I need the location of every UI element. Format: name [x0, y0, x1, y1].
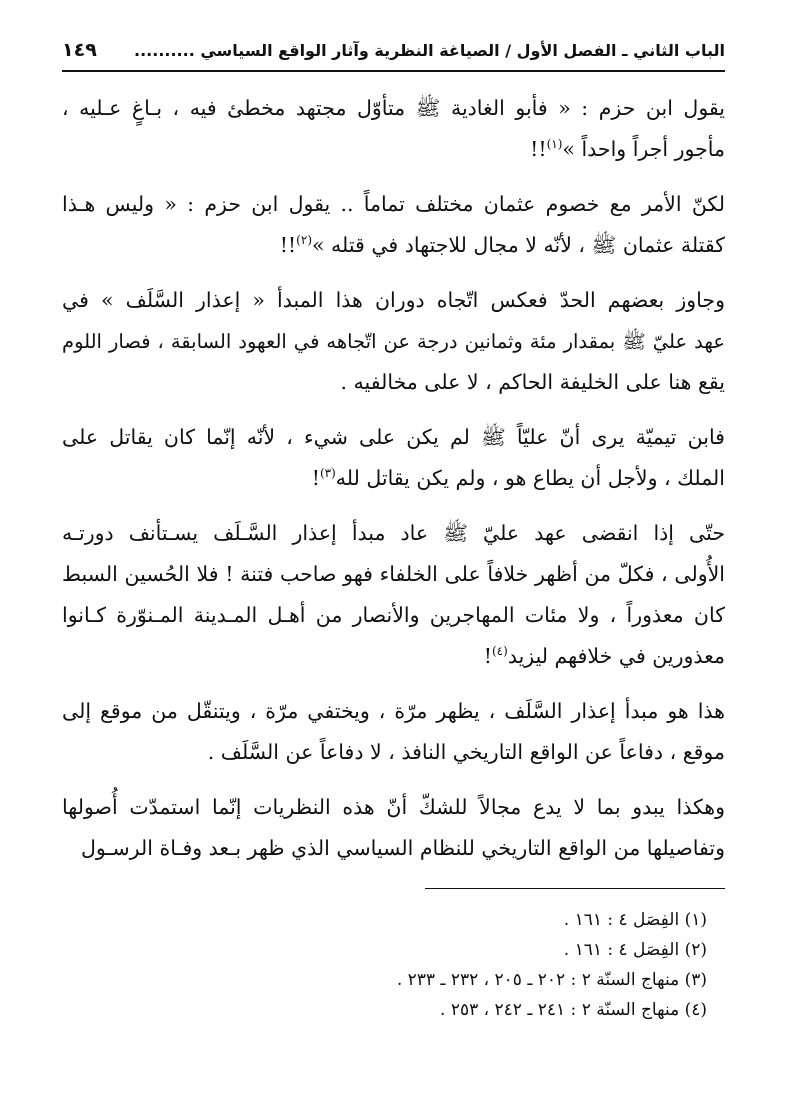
paragraph [62, 88, 725, 170]
line-text: حتّى إذا انقضى عهد عليّ ﷺ عاد مبدأ إعذار السَّـلَف يسـتأنف دورتـه [62, 521, 725, 545]
header-title [134, 41, 725, 60]
text-line [62, 636, 725, 677]
footnote-ref[interactable]: (٢) [296, 233, 312, 248]
text-line [62, 691, 725, 732]
footnotes [62, 905, 707, 1025]
text-line [62, 554, 725, 595]
line-text: مأجور أجراً واحداً » [562, 137, 725, 161]
paragraph [62, 513, 725, 677]
footnote-item: (٣) منهاج السنّة ٢ : ٢٠٢ ـ ٢٠٥ ، ٢٣٢ ـ ٢٣٣ . [396, 970, 707, 990]
footnote-item: (٤) منهاج السنّة ٢ : ٢٤١ ـ ٢٤٢ ، ٢٥٣ . [440, 1000, 707, 1020]
line-text: فابن تيميّة يرى أنّ عليّاً ﷺ لم يكن على شيء ، لأنّه إنّما كان يقاتل على [62, 425, 725, 449]
chapter-title: الباب الثاني ـ الفصل الأول / الصياغة النظرية وآثار الواقع السياسي [200, 40, 725, 60]
footnote-ref[interactable]: (٣) [319, 466, 336, 481]
running-header [62, 30, 725, 72]
line-text: وجاوز بعضهم الحدّ فعكس اتّجاه دوران هذا المبدأ « إعذار السَّلَف » في [62, 288, 725, 312]
leader-dots: .......... [134, 40, 195, 60]
footnote-item: (٢) الفِصَل ٤ : ١٦١ . [563, 940, 707, 960]
text-line [62, 321, 725, 362]
line-text: وهكذا يبدو بما لا يدع مجالاً للشكّ أنّ هذه النظريات إنّما استمدّت أُصولها [62, 795, 725, 819]
text-line [62, 225, 725, 266]
line-text: يقول ابن حزم : « فأبو الغادية ﷺ متأوّل مجتهد مخطئ فيه ، بـاغٍ عـليه ، [62, 96, 725, 120]
paragraph [62, 417, 725, 499]
line-text: كان معذوراً ، ولا مئات المهاجرين والأنصار من أهـل المـدينة المـنوّرة كـانوا [62, 603, 725, 627]
footnote-separator [425, 888, 725, 889]
line-text: عهد عليّ ﷺ بمقدار مئة وثمانين درجة عن اتّجاهه في العهود السابقة ، فصار اللوم [62, 330, 725, 353]
paragraph [62, 280, 725, 403]
line-text: معذورين في خلافهم ليزيد [507, 644, 725, 668]
text-line [62, 595, 725, 636]
line-text: لكنّ الأمر مع خصوم عثمان مختلف تماماً .. يقول ابن حزم : « وليس هـذا [62, 192, 725, 216]
text-line [62, 513, 725, 554]
paragraph [62, 184, 725, 266]
text-line [62, 362, 725, 403]
line-text: الملك ، ولأجل أن يطاع هو ، ولم يكن يقاتل لله [335, 466, 725, 490]
text-line [62, 787, 725, 828]
text-line [62, 828, 725, 869]
paragraph [62, 787, 725, 869]
line-text: موقع ، دفاعاً عن الواقع التاريخي النافذ ، لا دفاعاً عن السَّلَف . [207, 740, 725, 764]
footnote-ref[interactable]: (١) [546, 137, 563, 152]
main-text [62, 88, 725, 883]
text-line [62, 184, 725, 225]
text-line [62, 732, 725, 773]
footnote-ref[interactable]: (٤) [491, 644, 508, 659]
exclamation-marks: !! [530, 137, 547, 161]
text-line [62, 280, 725, 321]
exclamation-marks: ! [311, 466, 320, 490]
page-number: ١٤٩ [62, 39, 97, 61]
text-line [62, 458, 725, 499]
exclamation-marks: ! [483, 644, 492, 668]
line-text: الأُولى ، فكلّ من أظهر خلافاً على الخلفاء فهو صاحب فتنة ! فلا الحُسين السبط [62, 562, 725, 586]
line-text: وتفاصيلها من الواقع التاريخي للنظام السياسي الذي ظهر بـعد وفـاة الرسـول [81, 836, 725, 860]
line-text: يقع هنا على الخليفة الحاكم ، لا على مخالفيه . [340, 370, 725, 394]
paragraph [62, 691, 725, 773]
text-line [62, 129, 725, 170]
footnote-item: (١) الفِصَل ٤ : ١٦١ . [563, 910, 707, 930]
exclamation-marks: !! [279, 233, 297, 257]
line-text: هذا هو مبدأ إعذار السَّلَف ، يظهر مرّة ، ويختفي مرّة ، ويتنقّل من موقع إلى [62, 699, 725, 723]
line-text: كقتلة عثمان ﷺ ، لأنّه لا مجال للاجتهاد في قتله » [312, 233, 725, 257]
text-line [62, 417, 725, 458]
text-line [62, 88, 725, 129]
